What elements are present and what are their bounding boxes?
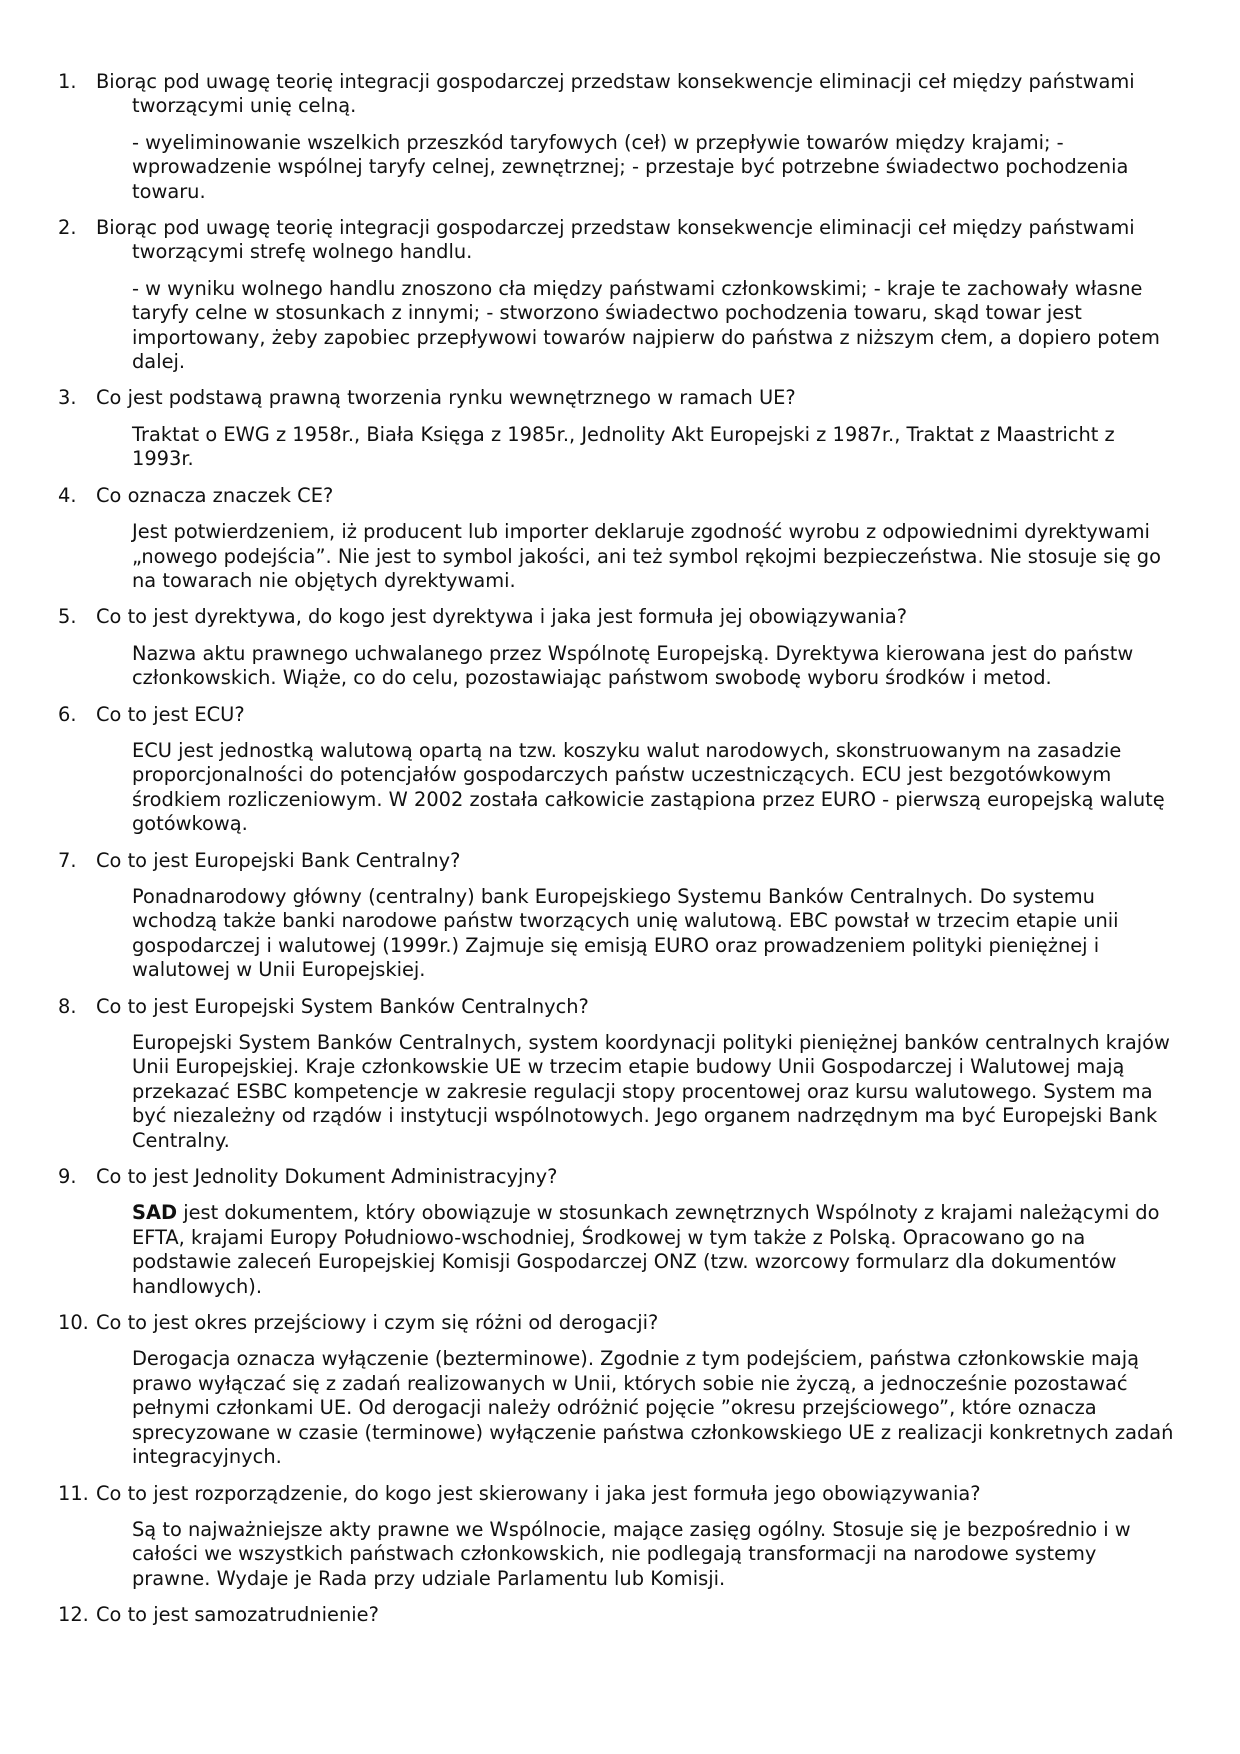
qa-item-9 (58, 1165, 1180, 1311)
question-text: Co to jest rozporządzenie, do kogo jest skierowany i jaka jest formuła jego obowiązywania? (96, 1481, 981, 1505)
question-number: 2. (58, 216, 77, 240)
item-gap (58, 837, 1180, 849)
qa-item-2 (58, 216, 1180, 386)
item-gap (58, 593, 1180, 605)
item-gap (58, 374, 1180, 386)
question-text: Co to jest Europejski Bank Centralny? (96, 848, 461, 872)
question-number: 6. (58, 702, 77, 726)
answer (132, 885, 1180, 983)
qa-item-6 (58, 703, 1180, 849)
question-number: 1. (58, 70, 77, 93)
question-number: 10. (58, 1311, 89, 1335)
question (58, 1482, 1180, 1506)
question (58, 605, 1180, 629)
answer (132, 520, 1180, 593)
qa-item-5 (58, 605, 1180, 702)
answer-text: Traktat o EWG z 1958r., Biała Księga z 1985r., Jednolity Akt Europejski z 1987r., Traktat z Maastricht z 1993r. (132, 422, 1115, 471)
item-gap (58, 204, 1180, 216)
question-text: Co oznacza znaczek CE? (96, 483, 334, 507)
answer (132, 1031, 1180, 1153)
question (58, 216, 1180, 265)
question-number: 5. (58, 605, 77, 629)
answer (132, 131, 1180, 204)
question-number: 12. (58, 1603, 89, 1627)
answer-text: Jest potwierdzeniem, iż producent lub importer deklaruje zgodność wyrobu z odpowiednimi dyrektywami „nowego podejścia”. Nie jest to symbol jakości, ani też symbol rękojmi bezpieczeństwa. Nie stosuje się go na towarach nie objętych dyrektywami. (132, 520, 1161, 592)
qa-item-1 (58, 70, 1180, 216)
question (58, 703, 1180, 727)
document-body (58, 70, 1180, 1628)
answer (132, 1201, 1180, 1299)
question-number: 8. (58, 994, 77, 1018)
item-gap (58, 472, 1180, 484)
item-gap (58, 1591, 1180, 1603)
question (58, 386, 1180, 410)
answer-text: ECU jest jednostką walutową opartą na tzw. koszyku walut narodowych, skonstruowanym na zasadzie proporcjonalności do potencjałów gospodarczych państw uczestniczących. ECU jest bezgotówkowym środkiem rozliczeniowym. W 2002 została całkowicie zastąpiona przez EURO - pierwszą europejską walutę gotówkową. (132, 738, 1165, 836)
question-text: Biorąc pod uwagę teorię integracji gospodarczej przedstaw konsekwencje eliminacji ceł między państwami tworzącymi unię celną. (96, 70, 1135, 118)
question-text: Biorąc pod uwagę teorię integracji gospodarczej przedstaw konsekwencje eliminacji ceł między państwami tworzącymi strefę wolnego handlu. (96, 216, 1135, 264)
item-gap (58, 691, 1180, 703)
answer-text: Derogacja oznacza wyłączenie (bezterminowe). Zgodnie z tym podejściem, państwa członkowskie mają prawo wyłączać się z zadań realizowanych w Unii, których sobie nie życzą, a jednocześnie pozostawać pełnymi członkami UE. Od derogacji należy odróżnić pojęcie ”okresu przejściowego”, które oznacza sprecyzowane w czasie (terminowe) wyłączenie państwa członkowskiego UE z realizacji konkretnych zadań integracyjnych. (132, 1347, 1174, 1469)
item-gap (58, 1299, 1180, 1311)
question-number: 9. (58, 1165, 77, 1189)
question-number: 7. (58, 848, 77, 872)
question (58, 1311, 1180, 1335)
question-text: Co jest podstawą prawną tworzenia rynku wewnętrznego w ramach UE? (96, 386, 796, 410)
item-gap (58, 1153, 1180, 1165)
question-text: Co to jest Jednolity Dokument Administracyjny? (96, 1165, 558, 1189)
answer-text: Są to najważniejsze akty prawne we Wspólnocie, mające zasięg ogólny. Stosuje się je bezpośrednio i w całości we wszystkich państwach członkowskich, nie podlegają transformacji na narodowe systemy prawne. Wydaje je Rada przy udziale Parlamentu lub Komisji. (132, 1517, 1131, 1590)
qa-item-8 (58, 995, 1180, 1165)
question-number: 11. (58, 1481, 89, 1505)
question (58, 70, 1180, 119)
qa-item-3 (58, 386, 1180, 483)
item-gap (58, 983, 1180, 995)
qa-item-10 (58, 1311, 1180, 1481)
answer-text: Nazwa aktu prawnego uchwalanego przez Wspólnotę Europejską. Dyrektywa kierowana jest do państw członkowskich. Wiąże, co do celu, pozostawiając państwom swobodę wyboru środków i metod. (132, 641, 1134, 690)
question-number: 3. (58, 386, 77, 410)
question (58, 484, 1180, 508)
answer (132, 1347, 1180, 1469)
qa-item-7 (58, 849, 1180, 995)
answer-text: Ponadnarodowy główny (centralny) bank Europejskiego Systemu Banków Centralnych. Do systemu wchodzą także banki narodowe państw tworzących unię walutową. EBC powstał w trzecim etapie unii gospodarczej i walutowej (1999r.) Zajmuje się emisją EURO oraz prowadzeniem polityki pieniężnej i walutowej w Unii Europejskiej. (132, 884, 1119, 982)
qa-item-12 (58, 1603, 1180, 1627)
question (58, 995, 1180, 1019)
question-text: Co to jest Europejski System Banków Centralnych? (96, 994, 589, 1018)
item-gap (58, 1470, 1180, 1482)
answer (132, 739, 1180, 837)
answer (132, 423, 1180, 472)
question (58, 1603, 1180, 1627)
question-text: Co to jest dyrektywa, do kogo jest dyrektywa i jaka jest formuła jej obowiązywania? (96, 605, 908, 629)
answer-text: Europejski System Banków Centralnych, system koordynacji polityki pieniężnej banków centralnych krajów Unii Europejskiej. Kraje członkowskie UE w trzecim etapie budowy Unii Gospodarczej i Walutowej mają przekazać ESBC kompetencje w zakresie regulacji stopy procentowej oraz kursu walutowego. System ma być niezależny od rządów i instytucji wspólnotowych. Jego organem nadrzędnym ma być Europejski Bank Centralny. (132, 1031, 1170, 1152)
answer (132, 1518, 1180, 1591)
question (58, 849, 1180, 873)
answer-text: - w wyniku wolnego handlu znoszono cła między państwami członkowskimi; - kraje te zachowały własne taryfy celne w stosunkach z innymi; - stworzono świadectwo pochodzenia towaru, skąd towar jest importowany, żeby zapobiec przepływowi towarów najpierw do państwa z niższym cłem, a dopiero potem dalej. (132, 276, 1160, 374)
qa-item-11 (58, 1482, 1180, 1604)
answer-text: jest dokumentem, który obowiązuje w stosunkach zewnętrznych Wspólnoty z krajami należącymi do EFTA, krajami Europy Południowo-wschodniej, Środkowej w tym także z Polską. Opracowano go na podstawie zaleceń Europejskiej Komisji Gospodarczej ONZ (tzw. wzorcowy formularz dla dokumentów handlowych). (132, 1201, 1160, 1298)
qa-item-4 (58, 484, 1180, 606)
question-text: Co to jest okres przejściowy i czym się różni od derogacji? (96, 1311, 659, 1335)
answer-bold-term: SAD (132, 1201, 178, 1225)
question-text: Co to jest ECU? (96, 702, 245, 726)
question-text: Co to jest samozatrudnienie? (96, 1603, 379, 1627)
answer-text: - wyeliminowanie wszelkich przeszkód taryfowych (ceł) w przepływie towarów między krajami; - wprowadzenie wspólnej taryfy celnej, zewnętrznej; - przestaje być potrzebne świadectwo pochodzenia towaru. (132, 130, 1129, 203)
question-number: 4. (58, 483, 77, 507)
answer (132, 642, 1180, 691)
question (58, 1165, 1180, 1189)
answer (132, 277, 1180, 375)
